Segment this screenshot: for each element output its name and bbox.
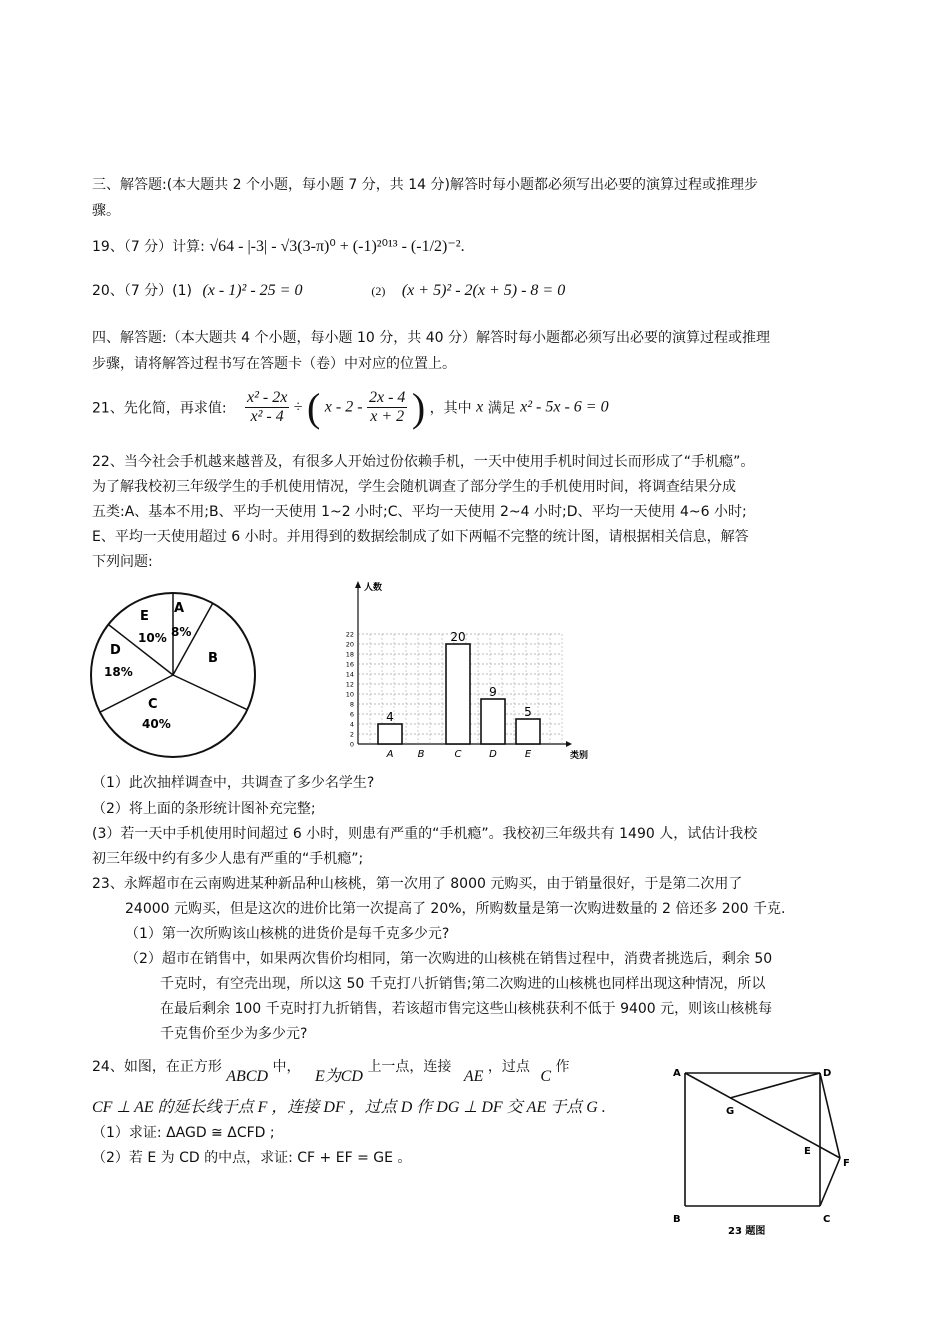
pt-a: A — [673, 1068, 681, 1079]
pie-pct-a: 8% — [171, 625, 192, 639]
bar-y-arrow — [355, 581, 361, 588]
bar-ylabel: 人数 — [364, 583, 383, 593]
bar-ytick-18: 18 — [345, 650, 354, 659]
bar-ytick-8: 8 — [349, 700, 354, 709]
bar-xtick-A: A — [386, 749, 394, 760]
q24-line1: 24、如图，在正方形 ABCD 中， E为CD 上一点，连接 AE ，过点 C 作 — [92, 1059, 570, 1085]
sec4-line2: 步骤，请将解答过程书写在答题卡（卷）中对应的位置上。 — [92, 356, 456, 372]
q22-line5: 下列问题: — [92, 554, 153, 570]
bar-xtick-C: C — [454, 749, 462, 760]
q22-sub1: （1）此次抽样调查中，共调查了多少名学生? — [92, 775, 375, 791]
q22-line1: 22、当今社会手机越来越普及，有很多人开始过份依赖手机，一天中使用手机时间过长而形成了“手机瘾”。 — [92, 454, 755, 470]
bar-ytick-20: 20 — [345, 640, 354, 649]
bar-ytick-0: 0 — [349, 740, 354, 749]
q20 — [92, 281, 565, 301]
fig-caption: 23 题图 — [728, 1226, 766, 1237]
q24-e-on-cd: E为CD — [314, 1068, 363, 1085]
q23-line1: 23、永辉超市在云南购进某种新品种山核桃，第一次用了 8000 元购买，由于销量很好，于是第二次用了 — [92, 876, 743, 892]
q20-part2: (2) — [371, 284, 386, 298]
q21-tail: ，其中 — [429, 400, 472, 417]
line-af — [685, 1073, 840, 1158]
pie-chart — [88, 590, 258, 760]
q22-sub3b: 初三年级中约有多少人患有严重的“手机瘾”; — [92, 851, 364, 867]
q21: 21、先化简，再求值: $\frac{\text{x² - 2x}}{\text{x² - 4}}$ ÷ ( x - 2 - $\frac{2x - 4}{x + 2}$ ) ，其中 x 满足 x² - 5x - 6 = 0 — [92, 385, 609, 430]
q24-line2: CF ⊥ AE 的延长线于点 F ，连接 DF ，过点 D 作 DG ⊥ DF 交 AE 于点 G . — [92, 1099, 606, 1116]
bar-label-E: 5 — [524, 705, 532, 719]
sec3-line2: 骤。 — [92, 203, 120, 219]
sec4-line1: 四、解答题:（本大题共 4 个小题，每小题 10 分，共 40 分）解答时每小题都必须写出必要的演算过程或推理 — [92, 330, 770, 346]
q24-ae: AE — [463, 1068, 484, 1085]
pie-pct-c: 40% — [142, 717, 171, 731]
q20-label: 20、（7 分）(1) — [92, 283, 193, 299]
pt-c: C — [823, 1214, 831, 1225]
q24-c: C — [540, 1068, 552, 1085]
q20-eq2: (x + 5)² - 2(x + 5) - 8 = 0 — [401, 282, 566, 299]
bar-A — [378, 724, 402, 744]
q22-sub3a: (3）若一天中手机使用时间超过 6 小时，则患有严重的“手机瘾”。我校初三年级共有 1490 人，试估计我校 — [92, 826, 758, 842]
q22-line2: 为了解我校初三年级学生的手机使用情况，学生会随机调查了部分学生的手机使用时间，将调查结果分成 — [92, 479, 736, 495]
q22-line4: E、平均一天使用超过 6 小时。并用得到的数据绘制成了如下两幅不完整的统计图，请根据相关信息，解答 — [92, 529, 749, 545]
square-figure — [668, 1062, 860, 1242]
bar-ytick-22: 22 — [345, 630, 354, 639]
q19-label: 19、（7 分）计算: — [92, 239, 205, 255]
bar-D — [481, 699, 505, 744]
q23-line2: 24000 元购买，但是这次的进价比第一次提高了 20%，所购数量是第一次购进数量的 2 倍还多 200 千克. — [125, 901, 786, 917]
pt-e: E — [804, 1146, 811, 1157]
line-cf — [820, 1158, 840, 1206]
q21-cond-pre: 满足 — [487, 400, 516, 417]
bar-ytick-16: 16 — [345, 660, 354, 669]
q21-frac2: $\frac{2x - 4}{x + 2}$ — [369, 389, 406, 425]
bar-xtick-B: B — [417, 749, 425, 760]
q20-eq1: (x - 1)² - 25 = 0 — [202, 282, 303, 299]
q24-abcd: ABCD — [226, 1068, 269, 1085]
q21-mid: x - 2 - — [324, 398, 363, 416]
q23-sub1: （1）第一次所购该山核桃的进货价是每千克多少元? — [125, 926, 450, 942]
line-gd — [730, 1073, 820, 1098]
bar-xtick-D: D — [489, 749, 497, 760]
sec3-line1: 三、解答题:(本大题共 2 个小题，每小题 7 分，共 14 分)解答时每小题都必须写出必要的演算过程或推理步 — [92, 177, 758, 193]
pie-label-b: B — [208, 651, 218, 666]
q24-sub2: （2）若 E 为 CD 的中点，求证: CF + EF = GE 。 — [92, 1150, 412, 1166]
pie-label-c: C — [148, 697, 158, 712]
q23-sub2a: （2）超市在销售中，如果两次售价均相同，第一次购进的山核桃在销售过程中，消费者挑选后，剩余 50 — [125, 951, 773, 967]
q21-cond: x² - 5x - 6 = 0 — [520, 398, 609, 416]
pt-g: G — [726, 1106, 735, 1117]
bar-label-A: 4 — [386, 710, 394, 724]
pt-b: B — [673, 1214, 681, 1225]
q21-div: ÷ — [293, 398, 303, 416]
q23-sub2c: 在最后剩余 100 千克时打九折销售，若该超市售完这些山核桃获利不低于 9400 元，则该山核桃每 — [160, 1001, 773, 1017]
bar-ytick-10: 10 — [345, 690, 354, 699]
bar-x-arrow — [566, 741, 572, 747]
pie-label-e: E — [140, 609, 149, 624]
q21-var: x — [476, 398, 484, 416]
pt-f: F — [843, 1158, 850, 1169]
bar-ytick-6: 6 — [349, 710, 354, 719]
bar-ytick-2: 2 — [349, 730, 354, 739]
pie-label-d: D — [110, 643, 121, 658]
line-df — [820, 1073, 840, 1158]
bar-ytick-4: 4 — [349, 720, 354, 729]
q22-line3: 五类:A、基本不用;B、平均一天使用 1~2 小时;C、平均一天使用 2~4 小时;D、平均一天使用 4~6 小时; — [92, 504, 747, 520]
q19-expr: √64 - |-3| - √3(3-π)⁰ + (-1)²⁰¹³ - (-1/2)⁻². — [209, 238, 465, 255]
pie-pct-e: 10% — [138, 631, 167, 645]
bar-C — [446, 644, 470, 744]
q22-sub2: （2）将上面的条形统计图补充完整; — [92, 801, 316, 817]
pie-pct-d: 18% — [104, 665, 133, 679]
q21-label: 21、先化简，再求值: — [92, 400, 227, 417]
bar-label-D: 9 — [489, 685, 497, 699]
bar-label-C: 20 — [450, 630, 466, 644]
bar-xlabel: 类别 — [570, 751, 589, 761]
q23-sub2b: 千克时，有空壳出现，所以这 50 千克打八折销售;第二次购进的山核桃也同样出现这种情况，所以 — [160, 976, 766, 992]
bar-xtick-E: E — [524, 749, 532, 760]
q21-frac1: $\frac{\text{x² - 2x}}{\text{x² - 4}}$ — [246, 389, 288, 425]
bar-ytick-14: 14 — [345, 670, 354, 679]
pt-d: D — [823, 1068, 832, 1079]
q23-sub2d: 千克售价至少为多少元? — [160, 1026, 308, 1042]
bar-E — [516, 719, 540, 744]
bar-chart — [330, 578, 600, 764]
bar-ytick-12: 12 — [345, 680, 354, 689]
q24-sub1: （1）求证: ΔAGD ≅ ΔCFD ; — [92, 1125, 275, 1141]
pie-label-a: A — [174, 601, 185, 616]
q19 — [92, 237, 465, 257]
